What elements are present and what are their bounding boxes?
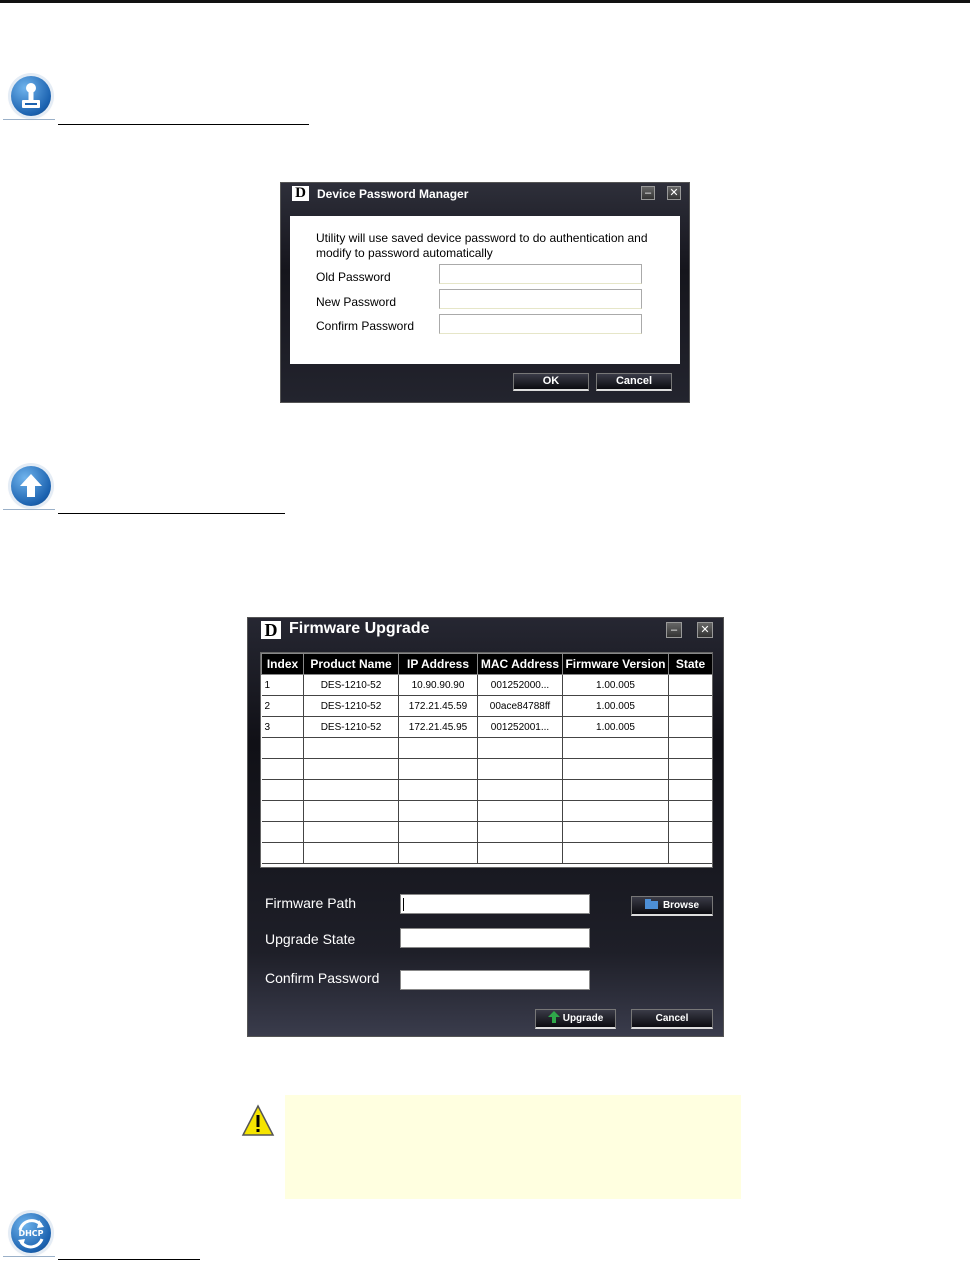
table-row[interactable]	[262, 843, 713, 864]
close-button[interactable]: ✕	[697, 622, 713, 638]
table-cell	[669, 780, 713, 801]
table-cell	[563, 801, 669, 822]
new-password-field[interactable]	[439, 289, 642, 309]
confirm-password-label: Confirm Password	[265, 970, 380, 986]
close-button[interactable]: ✕	[667, 186, 681, 200]
confirm-password-label: Confirm Password	[316, 319, 415, 333]
firmware-path-field[interactable]	[400, 894, 590, 914]
confirm-password-field[interactable]	[439, 314, 642, 334]
table-cell: 172.21.45.59	[399, 696, 478, 717]
table-cell	[563, 738, 669, 759]
section-heading-underline	[58, 124, 309, 125]
table-cell	[563, 759, 669, 780]
table-cell: 1.00.005	[563, 675, 669, 696]
upgrade-state-field	[400, 928, 590, 948]
table-cell: 3	[262, 717, 304, 738]
column-header[interactable]: IP Address	[399, 654, 478, 675]
table-cell: DES-1210-52	[304, 696, 399, 717]
green-arrow-up-icon	[548, 1011, 560, 1023]
column-header[interactable]: Firmware Version	[563, 654, 669, 675]
table-cell	[669, 801, 713, 822]
dialog-title: Device Password Manager	[317, 187, 469, 201]
table-cell: 2	[262, 696, 304, 717]
table-cell	[669, 843, 713, 864]
column-header[interactable]: State	[669, 654, 713, 675]
table-cell	[669, 696, 713, 717]
table-cell	[478, 801, 563, 822]
table-cell: 1	[262, 675, 304, 696]
new-password-label: New Password	[316, 295, 397, 309]
old-password-label: Old Password	[316, 270, 391, 284]
minimize-button[interactable]: –	[666, 622, 682, 638]
browse-button[interactable]	[631, 896, 713, 916]
table-cell	[478, 843, 563, 864]
table-cell: 00ace84788ff	[478, 696, 563, 717]
table-cell	[262, 780, 304, 801]
dlink-logo: D	[292, 186, 309, 201]
dhcp-refresh-icon	[11, 1213, 51, 1253]
table-row[interactable]	[262, 696, 713, 717]
table-cell	[399, 738, 478, 759]
table-cell	[399, 780, 478, 801]
table-cell: 001252000...	[478, 675, 563, 696]
table-cell	[304, 843, 399, 864]
upgrade-button[interactable]	[535, 1009, 616, 1029]
password-key-icon	[11, 76, 51, 116]
table-cell	[669, 822, 713, 843]
table-cell	[304, 738, 399, 759]
column-header[interactable]: Index	[262, 654, 304, 675]
table-cell	[669, 759, 713, 780]
cancel-button[interactable]: Cancel	[631, 1009, 713, 1029]
table-cell	[262, 843, 304, 864]
minimize-button[interactable]: –	[641, 186, 655, 200]
warning-note-box	[285, 1095, 741, 1199]
section-heading-underline	[58, 1259, 200, 1260]
table-row[interactable]	[262, 801, 713, 822]
table-cell: DES-1210-52	[304, 675, 399, 696]
table-cell	[478, 738, 563, 759]
folder-icon	[645, 898, 659, 910]
table-cell	[304, 759, 399, 780]
table-cell: 001252001...	[478, 717, 563, 738]
table-cell	[399, 843, 478, 864]
table-cell	[478, 780, 563, 801]
table-cell	[262, 738, 304, 759]
section-divider-short	[3, 119, 55, 120]
text-caret	[403, 898, 404, 911]
table-cell	[563, 822, 669, 843]
table-cell	[262, 759, 304, 780]
table-row[interactable]	[262, 822, 713, 843]
device-table	[260, 652, 713, 868]
warning-triangle-icon	[241, 1104, 275, 1138]
table-row[interactable]	[262, 738, 713, 759]
table-cell: 10.90.90.90	[399, 675, 478, 696]
table-cell: 172.21.45.95	[399, 717, 478, 738]
table-cell	[262, 822, 304, 843]
table-cell	[669, 717, 713, 738]
table-header-row	[262, 654, 713, 675]
browse-label: Browse	[662, 900, 700, 911]
table-cell: 1.00.005	[563, 717, 669, 738]
column-header[interactable]: MAC Address	[478, 654, 563, 675]
dialog-title: Firmware Upgrade	[289, 620, 430, 637]
firmware-path-label: Firmware Path	[265, 895, 357, 911]
ok-button[interactable]: OK	[513, 373, 589, 391]
table-cell	[399, 759, 478, 780]
table-row[interactable]	[262, 675, 713, 696]
table-cell	[478, 822, 563, 843]
table-cell	[304, 822, 399, 843]
old-password-field[interactable]	[439, 264, 642, 284]
column-header[interactable]: Product Name	[304, 654, 399, 675]
table-cell: 1.00.005	[563, 696, 669, 717]
info-message: Utility will use saved device password to do authentication and modify to password automatically	[316, 231, 648, 260]
table-cell	[399, 801, 478, 822]
table-row[interactable]	[262, 717, 713, 738]
dlink-logo: D	[261, 621, 281, 639]
table-cell	[262, 801, 304, 822]
table-cell: DES-1210-52	[304, 717, 399, 738]
table-cell	[669, 675, 713, 696]
table-cell	[563, 843, 669, 864]
page-top-rule	[0, 0, 970, 3]
section-heading-underline	[58, 513, 285, 514]
table-row[interactable]	[262, 759, 713, 780]
table-cell	[304, 780, 399, 801]
table-cell	[669, 738, 713, 759]
dialog-content-panel	[290, 216, 680, 364]
cancel-button[interactable]: Cancel	[596, 373, 672, 391]
firmware-upgrade-dialog	[247, 617, 724, 1037]
table-cell	[478, 759, 563, 780]
upgrade-state-label: Upgrade State	[265, 931, 356, 947]
upgrade-label: Upgrade	[562, 1013, 604, 1024]
upload-arrow-icon	[11, 466, 51, 506]
section-divider-short	[3, 509, 55, 510]
section-divider-short	[3, 1256, 55, 1257]
confirm-password-field[interactable]	[400, 970, 590, 990]
table-cell	[563, 780, 669, 801]
table-cell	[304, 801, 399, 822]
dhcp-icon-text: DHCP	[18, 1229, 44, 1238]
table-cell	[399, 822, 478, 843]
device-password-manager-dialog	[280, 182, 690, 403]
table-row[interactable]	[262, 780, 713, 801]
